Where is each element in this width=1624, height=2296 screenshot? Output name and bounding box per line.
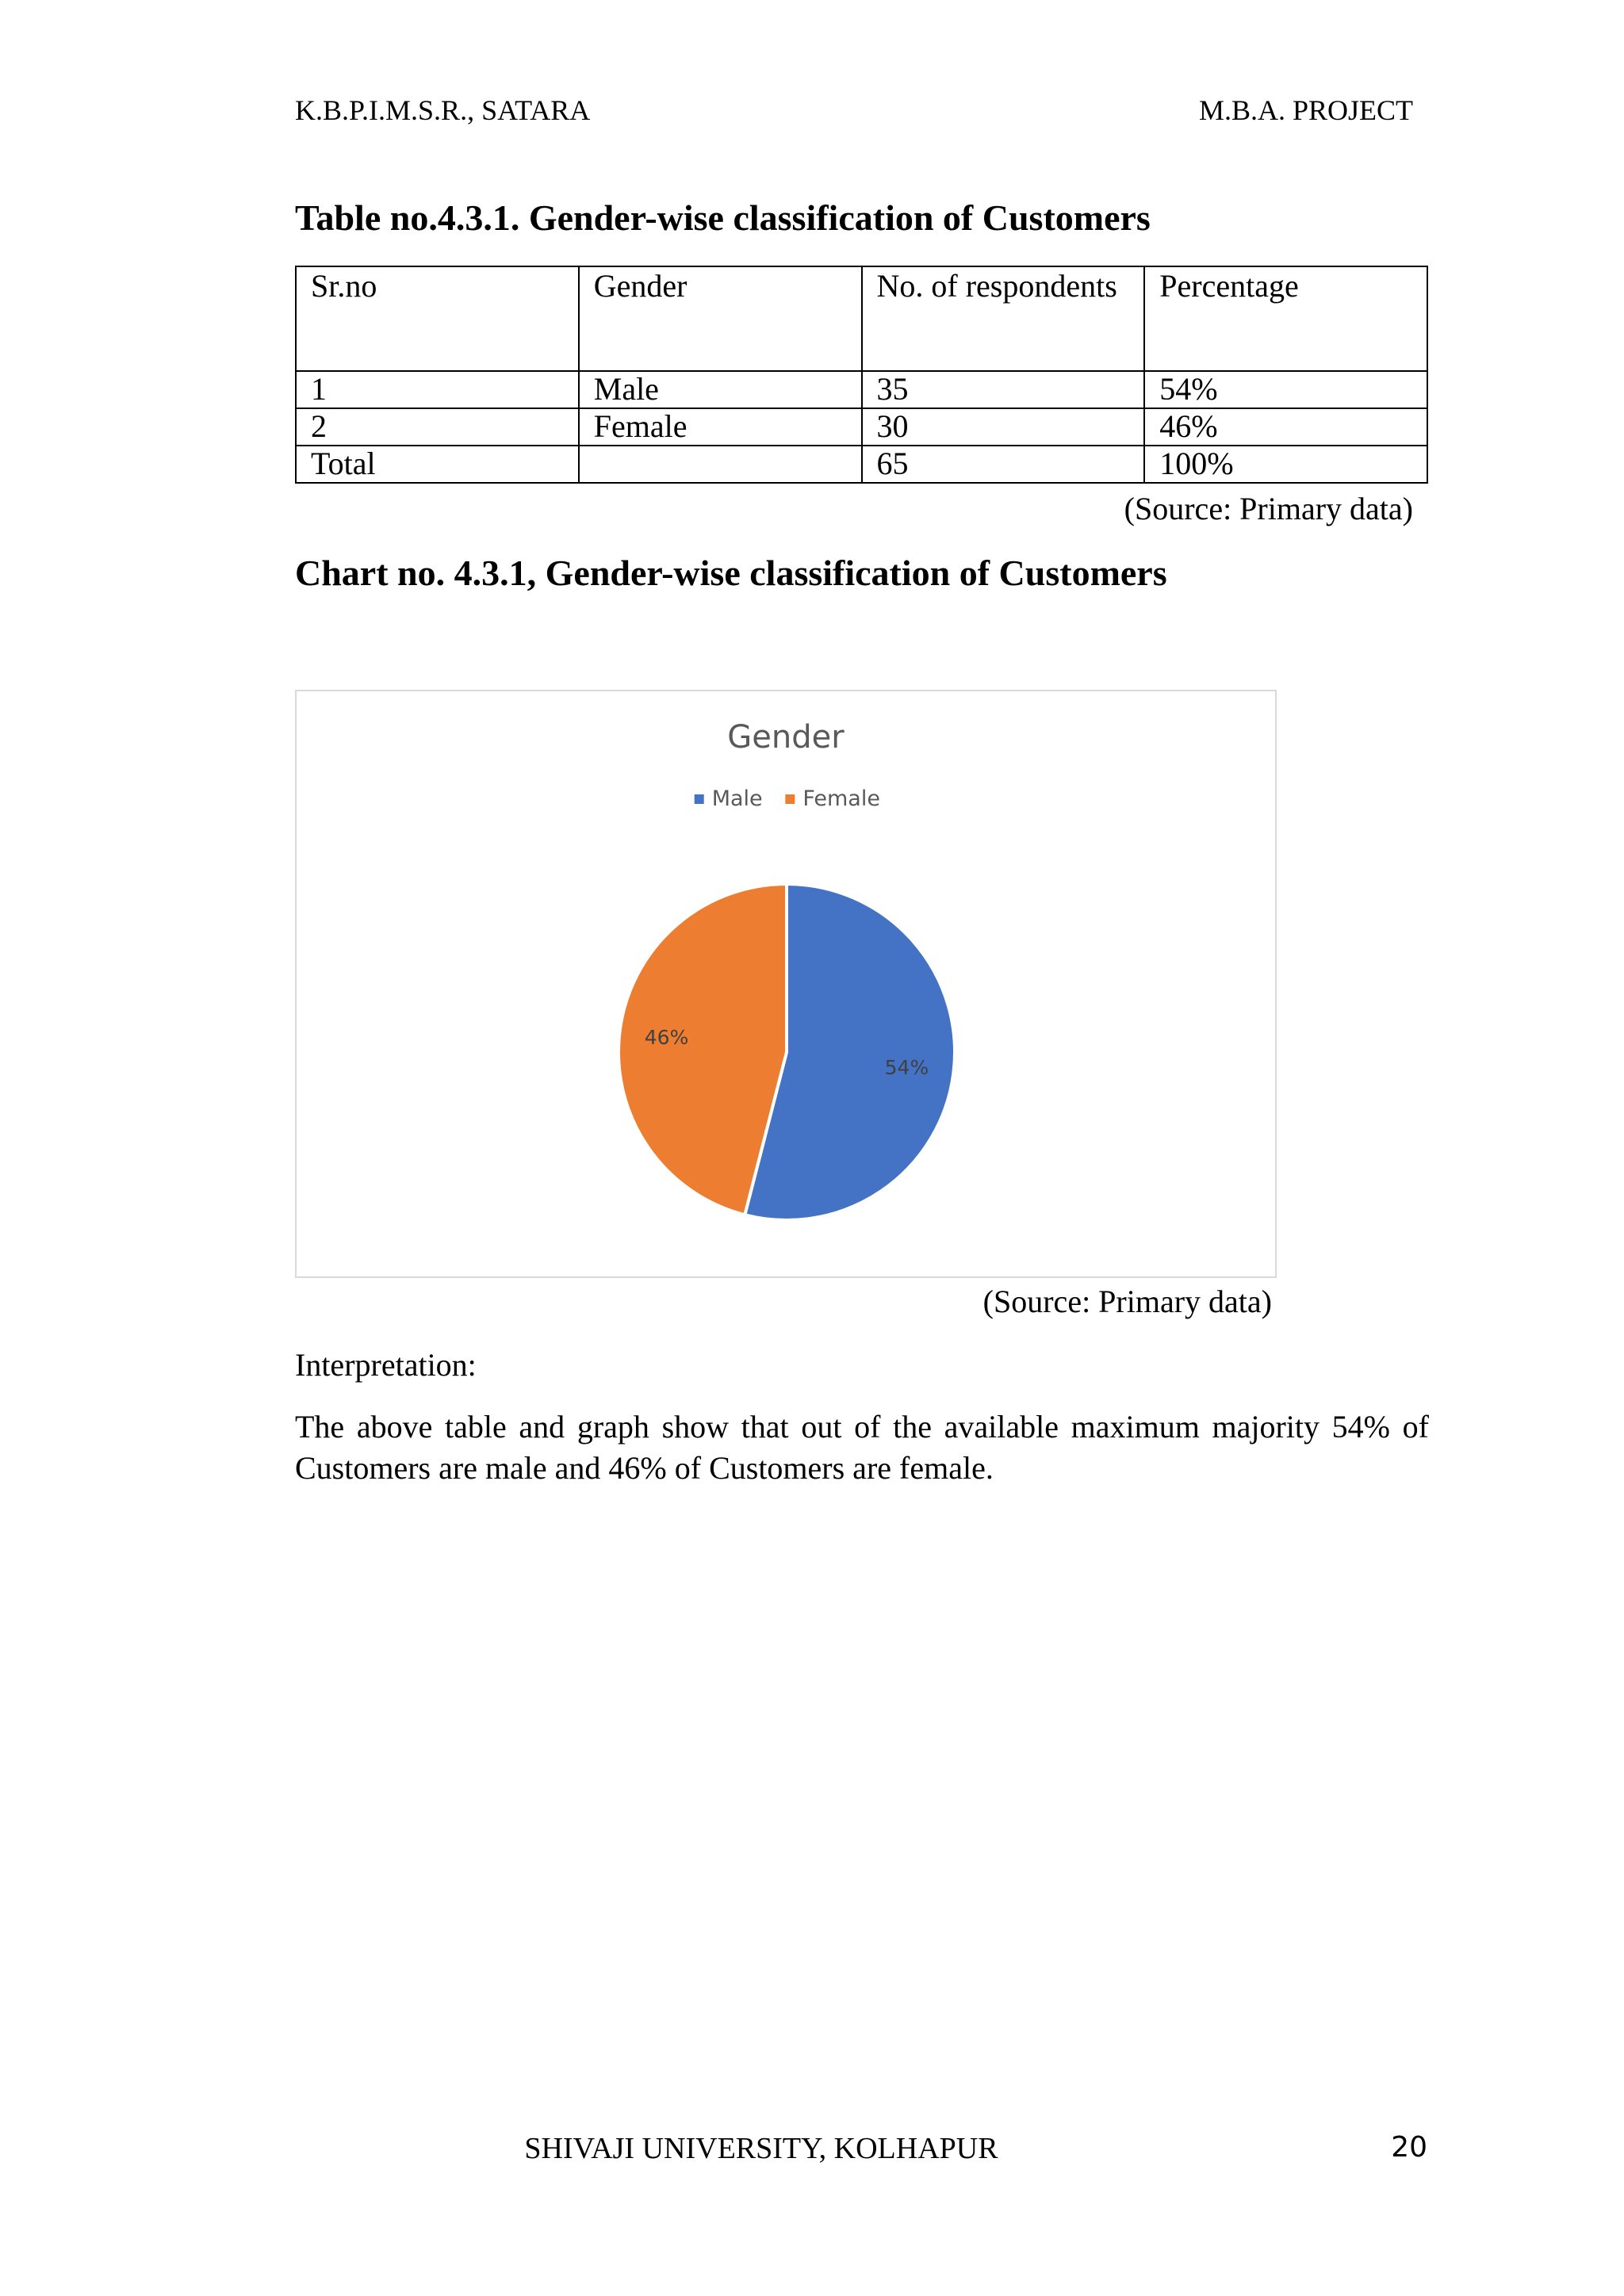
header-project: M.B.A. PROJECT [1198,94,1413,126]
pie-chart-frame [295,690,1277,1278]
table-cell: 46% [1144,408,1427,446]
legend-label: Male [711,786,763,811]
table-cell: Female [579,408,862,446]
interpretation-text: The above table and graph show that out of the available maximum majority 54% of Customers are male and 46% of Customers are female. [295,1409,1429,1486]
legend-swatch [695,794,704,804]
table-cell: Total [296,446,579,483]
table-cell: 100% [1144,446,1427,483]
table-heading: Table no.4.3.1. Gender-wise classification of Customers [295,197,1151,238]
chart-source-note: (Source: Primary data) [982,1284,1272,1319]
table-source-note: (Source: Primary data) [1124,491,1413,526]
gender-table [295,266,1428,484]
table-cell: 65 [862,446,1145,483]
pie-chart [297,691,1275,1276]
interpretation-label: Interpretation: [295,1347,477,1383]
table-cell [579,446,862,483]
table-row [296,371,1427,408]
page-number: 20 [1391,2131,1427,2164]
table-cell: 30 [862,408,1145,446]
table-row [296,408,1427,446]
data-label: 54% [884,1056,929,1080]
column-header: Percentage [1144,266,1427,371]
header-institute: K.B.P.I.M.S.R., SATARA [295,94,591,126]
table-header-row [296,266,1427,371]
table-cell: 54% [1144,371,1427,408]
table-row-total [296,446,1427,483]
column-header: Gender [579,266,862,371]
legend-label: Female [802,786,880,811]
table-cell: 1 [296,371,579,408]
chart-title: Gender [727,719,845,756]
table-cell: 2 [296,408,579,446]
legend-swatch [785,794,795,804]
footer-university: SHIVAJI UNIVERSITY, KOLHAPUR [524,2132,998,2165]
column-header: Sr.no [296,266,579,371]
chart-heading: Chart no. 4.3.1, Gender-wise classification of Customers [295,553,1167,593]
column-header: No. of respondents [862,266,1145,371]
data-label: 46% [644,1025,689,1049]
table-cell: 35 [862,371,1145,408]
table-cell: Male [579,371,862,408]
